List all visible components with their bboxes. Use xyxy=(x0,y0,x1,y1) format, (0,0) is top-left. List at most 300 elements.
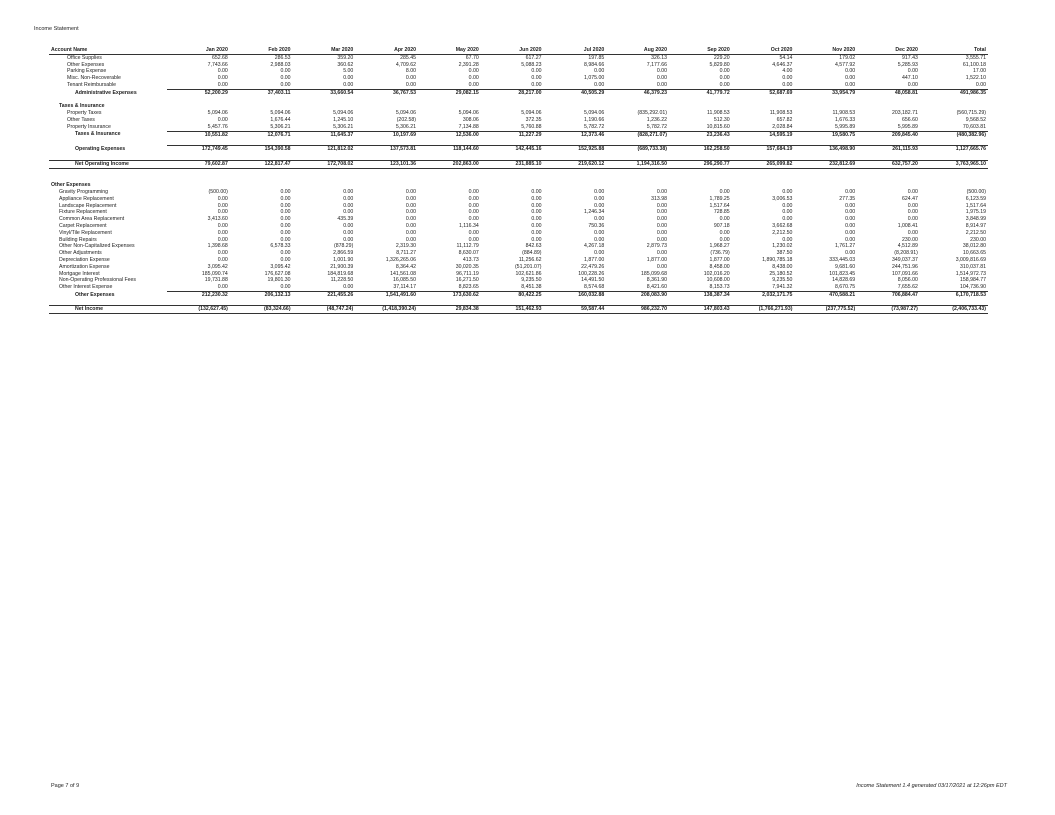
amount-cell: 632,757.20 xyxy=(857,160,920,168)
amount-cell: 203,182.71 xyxy=(891,110,918,117)
amount-cell: 333,445.03 xyxy=(829,256,856,263)
amount-cell: 1,789.25 xyxy=(709,195,730,202)
account-name-cell: Property Taxes xyxy=(67,110,102,117)
amount-cell: 728.85 xyxy=(713,209,730,216)
amount-cell: (835,292.01) xyxy=(637,110,667,117)
amount-cell: 0.00 xyxy=(405,229,417,236)
amount-cell: 154,390.58 xyxy=(230,146,293,153)
amount-cell: 907.18 xyxy=(713,222,730,229)
spacer-cell xyxy=(49,168,988,175)
amount-cell: 67.70 xyxy=(465,54,479,61)
amount-cell: 0.00 xyxy=(907,202,918,209)
amount-cell: (2,406,733.43) xyxy=(920,306,988,314)
amount-cell: 219,620.12 xyxy=(544,160,607,168)
amount-cell: (689,733.38) xyxy=(606,146,669,153)
amount-cell: 0.00 xyxy=(594,188,605,195)
amount-cell: 0.00 xyxy=(280,81,291,88)
amount-cell: 0.00 xyxy=(594,81,605,88)
amount-cell: 4,646.37 xyxy=(772,61,793,68)
account-name-cell: Gravity Programming xyxy=(59,188,109,195)
section-heading: Other Expenses xyxy=(51,182,91,189)
amount-cell: 19,731.88 xyxy=(204,277,228,284)
amount-cell: 0.00 xyxy=(656,222,667,229)
section-heading-row xyxy=(49,103,988,110)
account-name-cell: Landscape Replacement xyxy=(59,202,117,209)
amount-cell: (1,418,390.24) xyxy=(355,306,418,314)
amount-cell: 14,491.50 xyxy=(581,277,605,284)
amount-cell: 29,082.15 xyxy=(418,89,481,96)
amount-cell: 5,760.88 xyxy=(521,123,542,130)
amount-cell: 11,256.62 xyxy=(518,256,542,263)
amount-cell: 208,083.90 xyxy=(606,291,669,298)
amount-cell: 7,177.66 xyxy=(646,61,667,68)
amount-cell: 11,112.79 xyxy=(456,243,479,250)
amount-cell: 6,123.59 xyxy=(965,195,986,202)
amount-cell: 0.00 xyxy=(845,68,856,75)
amount-cell: 5,094.06 xyxy=(521,110,542,117)
amount-cell: 0.00 xyxy=(468,216,479,223)
amount-cell: 0.00 xyxy=(468,236,479,243)
amount-cell: 0.00 xyxy=(782,202,793,209)
spacer-cell xyxy=(49,299,988,306)
amount-cell: 8,056.00 xyxy=(897,277,918,284)
amount-cell: 657.82 xyxy=(776,116,793,123)
amount-cell: 0.00 xyxy=(594,68,605,75)
amount-cell: 359.20 xyxy=(337,54,354,61)
amount-cell: 0.00 xyxy=(531,216,542,223)
amount-cell: 79,602.87 xyxy=(167,160,230,168)
amount-cell: 157,684.19 xyxy=(732,146,795,153)
amount-cell: 138,387.34 xyxy=(669,291,732,298)
amount-cell: 118,144.60 xyxy=(418,146,481,153)
table-row xyxy=(49,196,988,203)
amount-cell: 25,180.52 xyxy=(769,270,793,277)
amount-cell: 0.00 xyxy=(280,229,291,236)
amount-cell: 1,522.10 xyxy=(965,75,986,82)
amount-cell: 29,834.38 xyxy=(418,306,481,314)
column-header: Sep 2020 xyxy=(669,47,732,54)
amount-cell: 229.20 xyxy=(713,54,730,61)
amount-cell: 152,925.88 xyxy=(544,146,607,153)
table-row xyxy=(49,284,988,291)
amount-cell: 0.00 xyxy=(531,195,542,202)
amount-cell: 17.00 xyxy=(973,68,986,75)
account-name-cell: Other Expenses xyxy=(75,291,115,298)
table-row xyxy=(49,237,988,244)
amount-cell: 5,094.06 xyxy=(395,110,417,117)
account-name-cell: Fixture Replacement xyxy=(59,209,107,216)
amount-cell: 0.00 xyxy=(343,236,354,243)
amount-cell: 142,445.16 xyxy=(481,146,544,153)
amount-cell: 8,153.73 xyxy=(709,284,730,291)
net-total-row xyxy=(49,306,988,314)
amount-cell: (202.58) xyxy=(396,116,417,123)
net-total-row xyxy=(49,160,988,168)
section-heading-row xyxy=(49,182,988,189)
amount-cell: 2,879.73 xyxy=(646,243,667,250)
amount-cell: 0.00 xyxy=(719,188,730,195)
amount-cell: (884.89) xyxy=(522,250,542,257)
amount-cell: 0.00 xyxy=(280,250,291,257)
header-row xyxy=(49,47,988,54)
amount-cell: 14,828.69 xyxy=(832,277,856,284)
amount-cell: 447.10 xyxy=(902,75,918,82)
amount-cell: 1,116.34 xyxy=(458,222,479,229)
table-row xyxy=(49,216,988,223)
amount-cell: 5,094.06 xyxy=(270,110,291,117)
amount-cell: 0.00 xyxy=(719,68,730,75)
amount-cell: 1,517.64 xyxy=(709,202,730,209)
amount-cell: 136,498.90 xyxy=(794,146,857,153)
amount-cell: 0.00 xyxy=(343,209,354,216)
amount-cell: 0.00 xyxy=(343,222,354,229)
amount-cell: 0.00 xyxy=(217,222,228,229)
spacer-row xyxy=(49,138,988,145)
amount-cell: 12,076.71 xyxy=(230,131,293,138)
amount-cell: 202,863.00 xyxy=(418,160,481,168)
amount-cell: 0.00 xyxy=(468,188,479,195)
amount-cell: (73,987.27) xyxy=(857,306,920,314)
amount-cell: 0.00 xyxy=(468,202,479,209)
amount-cell: 1,890,785.18 xyxy=(762,256,793,263)
amount-cell: 221,455.26 xyxy=(293,291,356,298)
account-name-cell: Net Operating Income xyxy=(49,160,167,168)
amount-cell: 0.00 xyxy=(531,222,542,229)
amount-cell: 0.00 xyxy=(782,216,793,223)
amount-cell: 0.00 xyxy=(468,68,479,75)
amount-cell: 1,326,265.06 xyxy=(385,256,417,263)
spacer-cell xyxy=(49,153,988,160)
amount-cell: 3,009,816.69 xyxy=(955,256,986,263)
amount-cell: 0.00 xyxy=(468,229,479,236)
account-name-cell: Net Income xyxy=(49,306,167,314)
amount-cell: 0.00 xyxy=(217,81,228,88)
amount-cell: 5,094.06 xyxy=(207,110,228,117)
amount-cell: 0.00 xyxy=(217,250,228,257)
amount-cell: 16,271.50 xyxy=(455,277,479,284)
amount-cell: 0.00 xyxy=(594,236,605,243)
amount-cell: 0.00 xyxy=(656,229,667,236)
amount-cell: 158,984.77 xyxy=(960,277,986,284)
amount-cell: 0.00 xyxy=(845,222,856,229)
amount-cell: 41,779.72 xyxy=(669,89,732,96)
spacer-cell xyxy=(49,97,988,104)
amount-cell: (48,747.24) xyxy=(293,306,356,314)
amount-cell: 0.00 xyxy=(405,222,417,229)
amount-cell: 7,941.32 xyxy=(772,284,793,291)
amount-cell: 0.00 xyxy=(656,188,667,195)
amount-cell: 0.00 xyxy=(280,284,291,291)
account-name-cell: Building Repairs xyxy=(59,236,97,243)
amount-cell: 101,823.45 xyxy=(829,270,856,277)
amount-cell: 0.00 xyxy=(594,195,605,202)
amount-cell: 5,457.76 xyxy=(207,123,228,130)
account-name-cell: Other Interest Expense xyxy=(59,284,113,291)
amount-cell: 0.00 xyxy=(975,81,986,88)
amount-cell: 372.35 xyxy=(525,116,542,123)
amount-cell: 286.53 xyxy=(274,54,291,61)
amount-cell: 10,197.69 xyxy=(355,131,418,138)
amount-cell: 12,373.46 xyxy=(544,131,607,138)
amount-cell: 0.00 xyxy=(343,229,354,236)
amount-cell: 4,709.62 xyxy=(395,61,417,68)
amount-cell: 2,212.50 xyxy=(965,229,986,236)
amount-cell: 96,711.19 xyxy=(456,270,479,277)
amount-cell: 285.45 xyxy=(400,54,417,61)
amount-cell: 162,258.50 xyxy=(669,146,732,153)
amount-cell: 185,099.68 xyxy=(641,270,667,277)
amount-cell: 0.00 xyxy=(845,209,856,216)
amount-cell: 5,829.80 xyxy=(709,61,730,68)
amount-cell: 5,306.21 xyxy=(333,123,354,130)
amount-cell: 4,577.92 xyxy=(834,61,856,68)
amount-cell: 0.00 xyxy=(280,68,291,75)
amount-cell: 244,751.96 xyxy=(891,263,918,270)
amount-cell: 0.00 xyxy=(782,209,793,216)
amount-cell: (83,324.66) xyxy=(230,306,293,314)
amount-cell: 360.62 xyxy=(337,61,354,68)
amount-cell: 104,736.90 xyxy=(960,284,986,291)
amount-cell: 0.00 xyxy=(468,195,479,202)
amount-cell: 1,517.64 xyxy=(965,202,986,209)
spacer-row xyxy=(49,168,988,175)
account-name-cell: Other Adjustments xyxy=(59,250,102,257)
amount-cell: 265,099.82 xyxy=(732,160,795,168)
amount-cell: 179.02 xyxy=(839,54,856,61)
amount-cell: (736.79) xyxy=(710,250,730,257)
amount-cell: 0.00 xyxy=(907,209,918,216)
income-statement-table xyxy=(49,47,988,314)
amount-cell: 1,230.02 xyxy=(772,243,793,250)
amount-cell: 11,908.53 xyxy=(769,110,793,117)
column-header: Dec 2020 xyxy=(857,47,920,54)
amount-cell: 46,379.23 xyxy=(606,89,669,96)
amount-cell: 8,421.60 xyxy=(646,284,667,291)
amount-cell: 5,995.89 xyxy=(834,123,856,130)
amount-cell: 160,032.88 xyxy=(544,291,607,298)
column-header-account: Account Name xyxy=(49,47,167,54)
amount-cell: 147,803.43 xyxy=(669,306,732,314)
amount-cell: 231,885.10 xyxy=(481,160,544,168)
amount-cell: 9,681.60 xyxy=(834,263,856,270)
amount-cell: 7,655.62 xyxy=(897,284,918,291)
amount-cell: 1,246.34 xyxy=(584,209,605,216)
amount-cell: 0.00 xyxy=(907,81,918,88)
amount-cell: 5,782.72 xyxy=(584,123,605,130)
account-name-cell: Mortgage Interest xyxy=(59,270,100,277)
amount-cell: 5,285.93 xyxy=(897,61,918,68)
amount-cell: 197.85 xyxy=(588,54,605,61)
amount-cell: 1,001.90 xyxy=(333,256,354,263)
amount-cell: 0.00 xyxy=(845,250,856,257)
spacer-cell xyxy=(49,138,988,145)
column-header: Total xyxy=(920,47,988,54)
amount-cell: 652.68 xyxy=(211,54,228,61)
amount-cell: 30,020.35 xyxy=(455,263,479,270)
amount-cell: 37,403.11 xyxy=(230,89,293,96)
amount-cell: 8,458.00 xyxy=(709,263,730,270)
account-name-cell: Other Taxes xyxy=(67,116,95,123)
amount-cell: 0.00 xyxy=(531,202,542,209)
amount-cell: 0.00 xyxy=(845,188,856,195)
amount-cell: 2,032,171.75 xyxy=(732,291,795,298)
column-header: Feb 2020 xyxy=(230,47,293,54)
amount-cell: 102,016.20 xyxy=(703,270,730,277)
amount-cell: 52,687.69 xyxy=(732,89,795,96)
amount-cell: 0.00 xyxy=(468,81,479,88)
amount-cell: 0.00 xyxy=(280,209,291,216)
account-name-cell: Misc. Non-Recoverable xyxy=(67,75,121,82)
amount-cell: 5,094.06 xyxy=(333,110,354,117)
amount-cell: 706,884.47 xyxy=(857,291,920,298)
amount-cell: 137,573.81 xyxy=(355,146,418,153)
amount-cell: 8,670.75 xyxy=(834,284,856,291)
amount-cell: 12,536.00 xyxy=(418,131,481,138)
amount-cell: 0.00 xyxy=(217,202,228,209)
amount-cell: 0.00 xyxy=(531,188,542,195)
table-row xyxy=(49,75,988,82)
amount-cell: 1,245.10 xyxy=(333,116,354,123)
amount-cell: 0.00 xyxy=(907,216,918,223)
table-row xyxy=(49,124,988,131)
amount-cell: 3,763,965.10 xyxy=(920,160,988,168)
amount-cell: 2,028.84 xyxy=(772,123,793,130)
table-row xyxy=(49,189,988,196)
amount-cell: 11,227.29 xyxy=(481,131,544,138)
amount-cell: 2,391.28 xyxy=(458,61,479,68)
amount-cell: 14,595.19 xyxy=(732,131,795,138)
amount-cell: 3,555.71 xyxy=(965,54,986,61)
amount-cell: 5,306.21 xyxy=(395,123,417,130)
amount-cell: 413.73 xyxy=(462,256,479,263)
amount-cell: 19,801.30 xyxy=(267,277,291,284)
table-row xyxy=(49,54,988,61)
amount-cell: 277.35 xyxy=(839,195,856,202)
account-name-cell: Common Area Replacement xyxy=(59,216,125,223)
amount-cell: 0.00 xyxy=(343,188,354,195)
amount-cell: 54.14 xyxy=(779,54,793,61)
table-row xyxy=(49,62,988,69)
amount-cell: 0.00 xyxy=(531,81,542,88)
amount-cell: (132,627.45) xyxy=(167,306,230,314)
amount-cell: 0.00 xyxy=(845,236,856,243)
amount-cell: 172,749.45 xyxy=(167,146,230,153)
amount-cell: 121,812.02 xyxy=(293,146,356,153)
amount-cell: 0.00 xyxy=(782,81,793,88)
account-name-cell: Vinyl/Tile Replacement xyxy=(59,229,112,236)
amount-cell: 8,711.27 xyxy=(396,250,417,257)
amount-cell: 80,422.25 xyxy=(481,291,544,298)
table-row xyxy=(49,257,988,264)
amount-cell: 0.00 xyxy=(343,195,354,202)
amount-cell: 102,621.86 xyxy=(515,270,542,277)
amount-cell: 1,975.19 xyxy=(965,209,986,216)
spacer-cell xyxy=(49,175,988,182)
spacer-row xyxy=(49,175,988,182)
amount-cell: 1,194,316.50 xyxy=(606,160,669,168)
amount-cell: 2,866.59 xyxy=(333,250,354,257)
report-title: Income Statement xyxy=(34,26,79,32)
amount-cell: 0.00 xyxy=(531,68,542,75)
amount-cell: 122,817.47 xyxy=(230,160,293,168)
column-header: Aug 2020 xyxy=(606,47,669,54)
table-row xyxy=(49,264,988,271)
amount-cell: 5,995.89 xyxy=(897,123,918,130)
amount-cell: 6,578.33 xyxy=(270,243,291,250)
amount-cell: 9,568.52 xyxy=(965,116,986,123)
amount-cell: 0.00 xyxy=(280,222,291,229)
amount-cell: 0.00 xyxy=(280,188,291,195)
amount-cell: 512.30 xyxy=(713,116,730,123)
amount-cell: 0.00 xyxy=(719,236,730,243)
amount-cell: 0.00 xyxy=(217,116,228,123)
account-name-cell: Property Insurance xyxy=(67,124,111,131)
amount-cell: (878.29) xyxy=(333,243,354,250)
amount-cell: 0.00 xyxy=(719,75,730,82)
table-row xyxy=(49,117,988,124)
amount-cell: 212,230.32 xyxy=(167,291,230,298)
account-name-cell: Parking Expense xyxy=(67,68,107,75)
amount-cell: (560,715.29) xyxy=(956,110,986,117)
table-row xyxy=(49,209,988,216)
section-heading: Taxes & Insurance xyxy=(59,103,105,110)
amount-cell: 0.00 xyxy=(280,202,291,209)
amount-cell: 1,761.27 xyxy=(834,243,856,250)
table-row xyxy=(49,82,988,89)
amount-cell: 0.00 xyxy=(217,68,228,75)
amount-cell: 173,630.62 xyxy=(418,291,481,298)
column-header: Apr 2020 xyxy=(355,47,418,54)
amount-cell: 0.00 xyxy=(405,81,417,88)
amount-cell: 656.60 xyxy=(902,116,918,123)
amount-cell: 8.00 xyxy=(405,68,417,75)
amount-cell: 2,988.03 xyxy=(270,61,291,68)
account-name-cell: Operating Expenses xyxy=(75,145,126,152)
amount-cell: 435.39 xyxy=(337,216,354,223)
amount-cell: 0.00 xyxy=(719,81,730,88)
amount-cell: 11,228.50 xyxy=(330,277,354,284)
amount-cell: 0.00 xyxy=(468,75,479,82)
amount-cell: 0.00 xyxy=(405,188,417,195)
amount-cell: 123,101.36 xyxy=(355,160,418,168)
amount-cell: 0.00 xyxy=(343,81,354,88)
column-header: Nov 2020 xyxy=(794,47,857,54)
amount-cell: 1,877.00 xyxy=(646,256,667,263)
table-row xyxy=(49,68,988,75)
column-header: Jan 2020 xyxy=(167,47,230,54)
table-row xyxy=(49,243,988,250)
spacer-row xyxy=(49,97,988,104)
amount-cell: 0.00 xyxy=(280,216,291,223)
amount-cell: 0.00 xyxy=(782,188,793,195)
account-name-cell: Non-Operating Professional Fees xyxy=(59,277,136,284)
amount-cell: 326.13 xyxy=(651,54,667,61)
amount-cell: 313.98 xyxy=(651,195,667,202)
amount-cell: 0.00 xyxy=(217,284,228,291)
amount-cell: (51,201.07) xyxy=(514,263,542,270)
column-header: Mar 2020 xyxy=(293,47,356,54)
amount-cell: (500.00) xyxy=(966,188,986,195)
amount-cell: 19,580.75 xyxy=(794,131,857,138)
amount-cell: 917.43 xyxy=(902,54,918,61)
amount-cell: 3,095.42 xyxy=(207,263,228,270)
amount-cell: 387.50 xyxy=(776,250,793,257)
amount-cell: 11,908.53 xyxy=(832,110,856,117)
amount-cell: 52,200.29 xyxy=(167,89,230,96)
column-header: Jul 2020 xyxy=(544,47,607,54)
amount-cell: 8,914.97 xyxy=(965,222,986,229)
amount-cell: 11,908.53 xyxy=(707,110,730,117)
